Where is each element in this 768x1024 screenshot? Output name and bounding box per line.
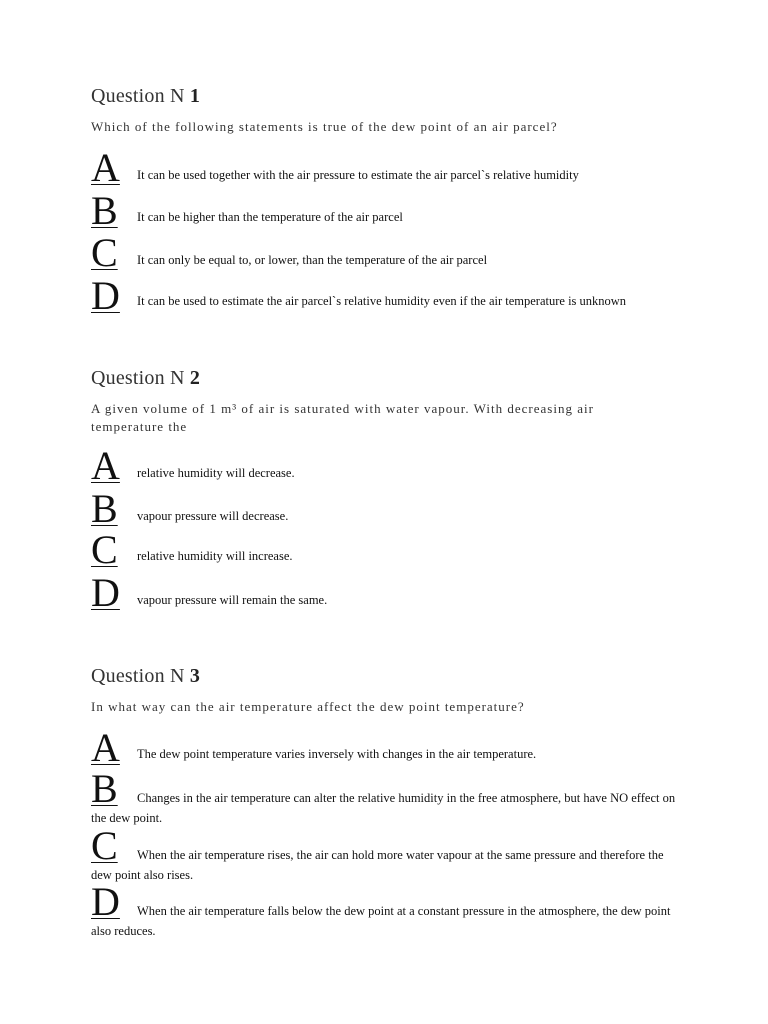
question-2-option-c-text[interactable]: relative humidity will increase.	[137, 549, 293, 563]
question-1-title	[91, 85, 200, 108]
question-3-option-c-text[interactable]: When the air temperature rises, the air can hold more water vapour at the same pressure and therefore the dew point also rises.	[91, 848, 664, 882]
question-3-option-d[interactable]	[91, 879, 681, 941]
question-3-text: In what way can the air temperature affect the dew point temperature?	[91, 699, 525, 714]
question-3-option-a-text[interactable]: The dew point temperature varies inversely with changes in the air temperature.	[137, 747, 537, 761]
question-3-title	[91, 665, 200, 688]
question-1-option-d-text[interactable]: It can be used to estimate the air parcel`s relative humidity even if the air temperature is unknown	[137, 294, 627, 308]
question-3-option-d-letter[interactable]: D	[91, 879, 120, 924]
question-label: Question N	[91, 367, 185, 389]
question-2-option-b-letter[interactable]: B	[91, 486, 118, 531]
question-1-option-b-text[interactable]: It can be higher than the temperature of the air parcel	[137, 210, 403, 224]
question-2-option-d-letter[interactable]: D	[91, 570, 120, 615]
question-1-option-c-letter[interactable]: C	[91, 230, 118, 275]
question-3-option-c-letter[interactable]: C	[91, 823, 118, 868]
question-3-option-b-text[interactable]: Changes in the air temperature can alter the relative humidity in the free atmosphere, but have NO effect on the dew point.	[91, 791, 676, 825]
question-3-option-c[interactable]	[91, 823, 681, 885]
question-number: 1	[189, 85, 201, 107]
question-2-option-c-letter[interactable]: C	[91, 527, 118, 572]
question-3-option-a-letter[interactable]: A	[91, 725, 120, 770]
question-2-title	[91, 367, 200, 390]
question-1-option-c-text[interactable]: It can only be equal to, or lower, than the temperature of the air parcel	[137, 253, 488, 267]
question-3-option-b[interactable]	[91, 766, 681, 828]
question-2-option-a-letter[interactable]: A	[91, 443, 120, 488]
question-1-option-b-letter[interactable]: B	[91, 188, 118, 233]
question-1-option-a-letter[interactable]: A	[91, 145, 120, 190]
question-3-option-d-text[interactable]: When the air temperature falls below the dew point at a constant pressure in the atmosphere, the dew point also reduces.	[91, 904, 671, 938]
question-2-option-a-text[interactable]: relative humidity will decrease.	[137, 466, 295, 480]
question-1-text: Which of the following statements is true of the dew point of an air parcel?	[91, 119, 558, 134]
question-number: 3	[189, 665, 201, 687]
question-label: Question N	[91, 85, 185, 107]
question-2-option-b-text[interactable]: vapour pressure will decrease.	[137, 509, 289, 523]
question-3-option-b-letter[interactable]: B	[91, 766, 118, 811]
question-1-option-a-text[interactable]: It can be used together with the air pressure to estimate the air parcel`s relative humidity	[137, 168, 579, 182]
question-2-text: A given volume of 1 m³ of air is saturated with water vapour. With decreasing air temperature the	[91, 401, 594, 434]
question-label: Question N	[91, 665, 185, 687]
question-1-option-d-letter[interactable]: D	[91, 273, 120, 318]
question-2-option-d-text[interactable]: vapour pressure will remain the same.	[137, 593, 328, 607]
question-number: 2	[189, 367, 201, 389]
